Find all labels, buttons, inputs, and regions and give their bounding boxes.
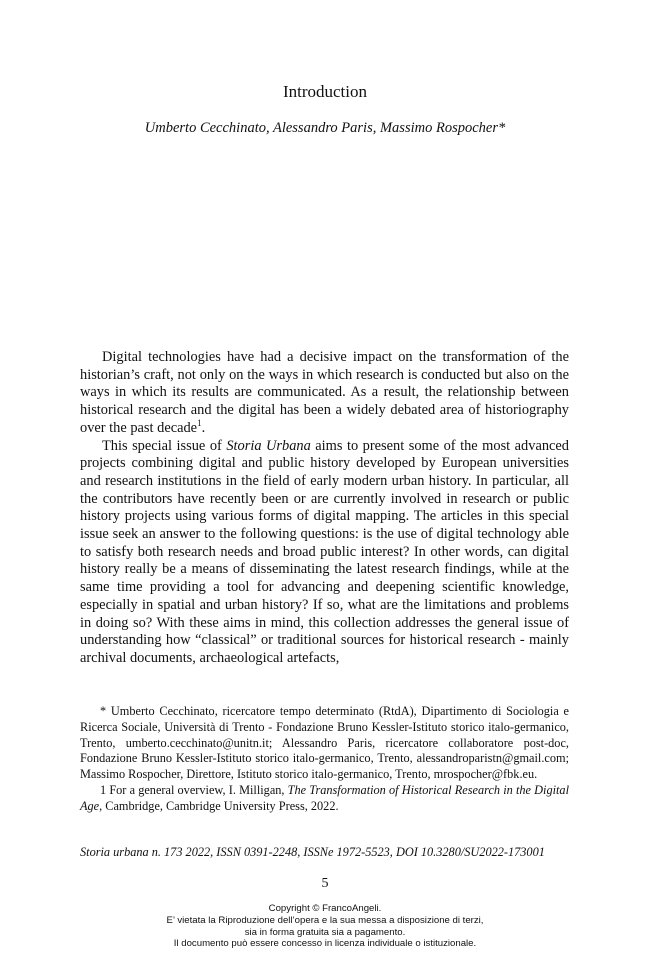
copyright-line-1: Copyright © FrancoAngeli. [268, 903, 382, 914]
copyright-notice [0, 903, 650, 950]
author-line: Umberto Cecchinato, Alessandro Paris, Massimo Rospocher* [144, 120, 506, 136]
footnotes [80, 704, 569, 815]
paragraph-1-text: Digital technologies have had a decisive impact on the transformation of the historian’s craft, not only on the ways in which research is conducted but also on the ways in which its results are communicated. As a result, the relationship between historical research and the digital has been a widely debated area of historiography over the past decade [80, 349, 569, 436]
paragraph-2 [80, 438, 569, 668]
page-number: 5 [321, 876, 329, 891]
footnote-ref-1: 1 [197, 418, 202, 429]
paragraph-1 [80, 349, 569, 438]
footnote-star: * Umberto Cecchinato, ricercatore tempo determinato (RtdA), Dipartimento di Sociologia e Ricerca Sociale, Università di Trento - Fondazione Bruno Kessler-Istituto storico italo-germanico, Trento, umberto.cecchinato@unitn.it; Alessandro Paris, ricercatore collaboratore post-doc, Fondazione Bruno Kessler-Istituto storico italo-germanico, Trento, alessandroparistn@gmail.com; Massimo Rospocher, Direttore, Istituto storico italo-germanico, Trento, mrospocher@fbk.eu. [80, 704, 569, 782]
paragraph-1-end: . [201, 419, 206, 436]
paragraph-2-text: aims to present some of the most advanced projects combining digital and public history developed by European universities and research institutions in the field of early modern urban history. In particular, all the contributors have recently been or are currently involved in research or public history projects using various forms of digital mapping. The articles in this special issue seek an answer to the following questions: is the use of digital technology able to satisfy both research needs and broad public interest? In other words, can digital history really be a means of disseminating the latest research findings, while at the same time providing a tool for advancing and deepening scientific knowledge, especially in spatial and urban history? If so, what are the limitations and problems in doing so? With these aims in mind, this collection addresses the general issue of understanding how “classical” or traditional sources for historical research - mainly archival documents, archaeological artefacts, [80, 437, 569, 666]
paragraph-2-pre: This special issue of [102, 437, 227, 454]
copyright-line-2: E’ vietata la Riproduzione dell’opera e la sua messa a disposizione di terzi, [166, 914, 484, 926]
footnote-1-title: The Transformation of Historical Research in the Digital Age [80, 782, 569, 813]
footnote-1-post: , Cambridge, Cambridge University Press, 2022. [99, 798, 339, 813]
journal-name-italic: Storia Urbana [226, 437, 311, 454]
journal-citation: Storia urbana n. 173 2022, ISSN 0391-2248, ISSNe 1972-5523, DOI 10.3280/SU2022-173001 [80, 845, 545, 859]
copyright-line-3: sia in forma gratuita sia a pagamento. [244, 926, 406, 938]
body-text [80, 349, 569, 668]
footnote-1 [80, 783, 569, 815]
footnote-1-pre: 1 For a general overview, I. Milligan, [100, 782, 288, 797]
page-title: Introduction [282, 82, 368, 101]
copyright-line-4: Il documento può essere concesso in licenza individuale o istituzionale. [173, 938, 477, 950]
